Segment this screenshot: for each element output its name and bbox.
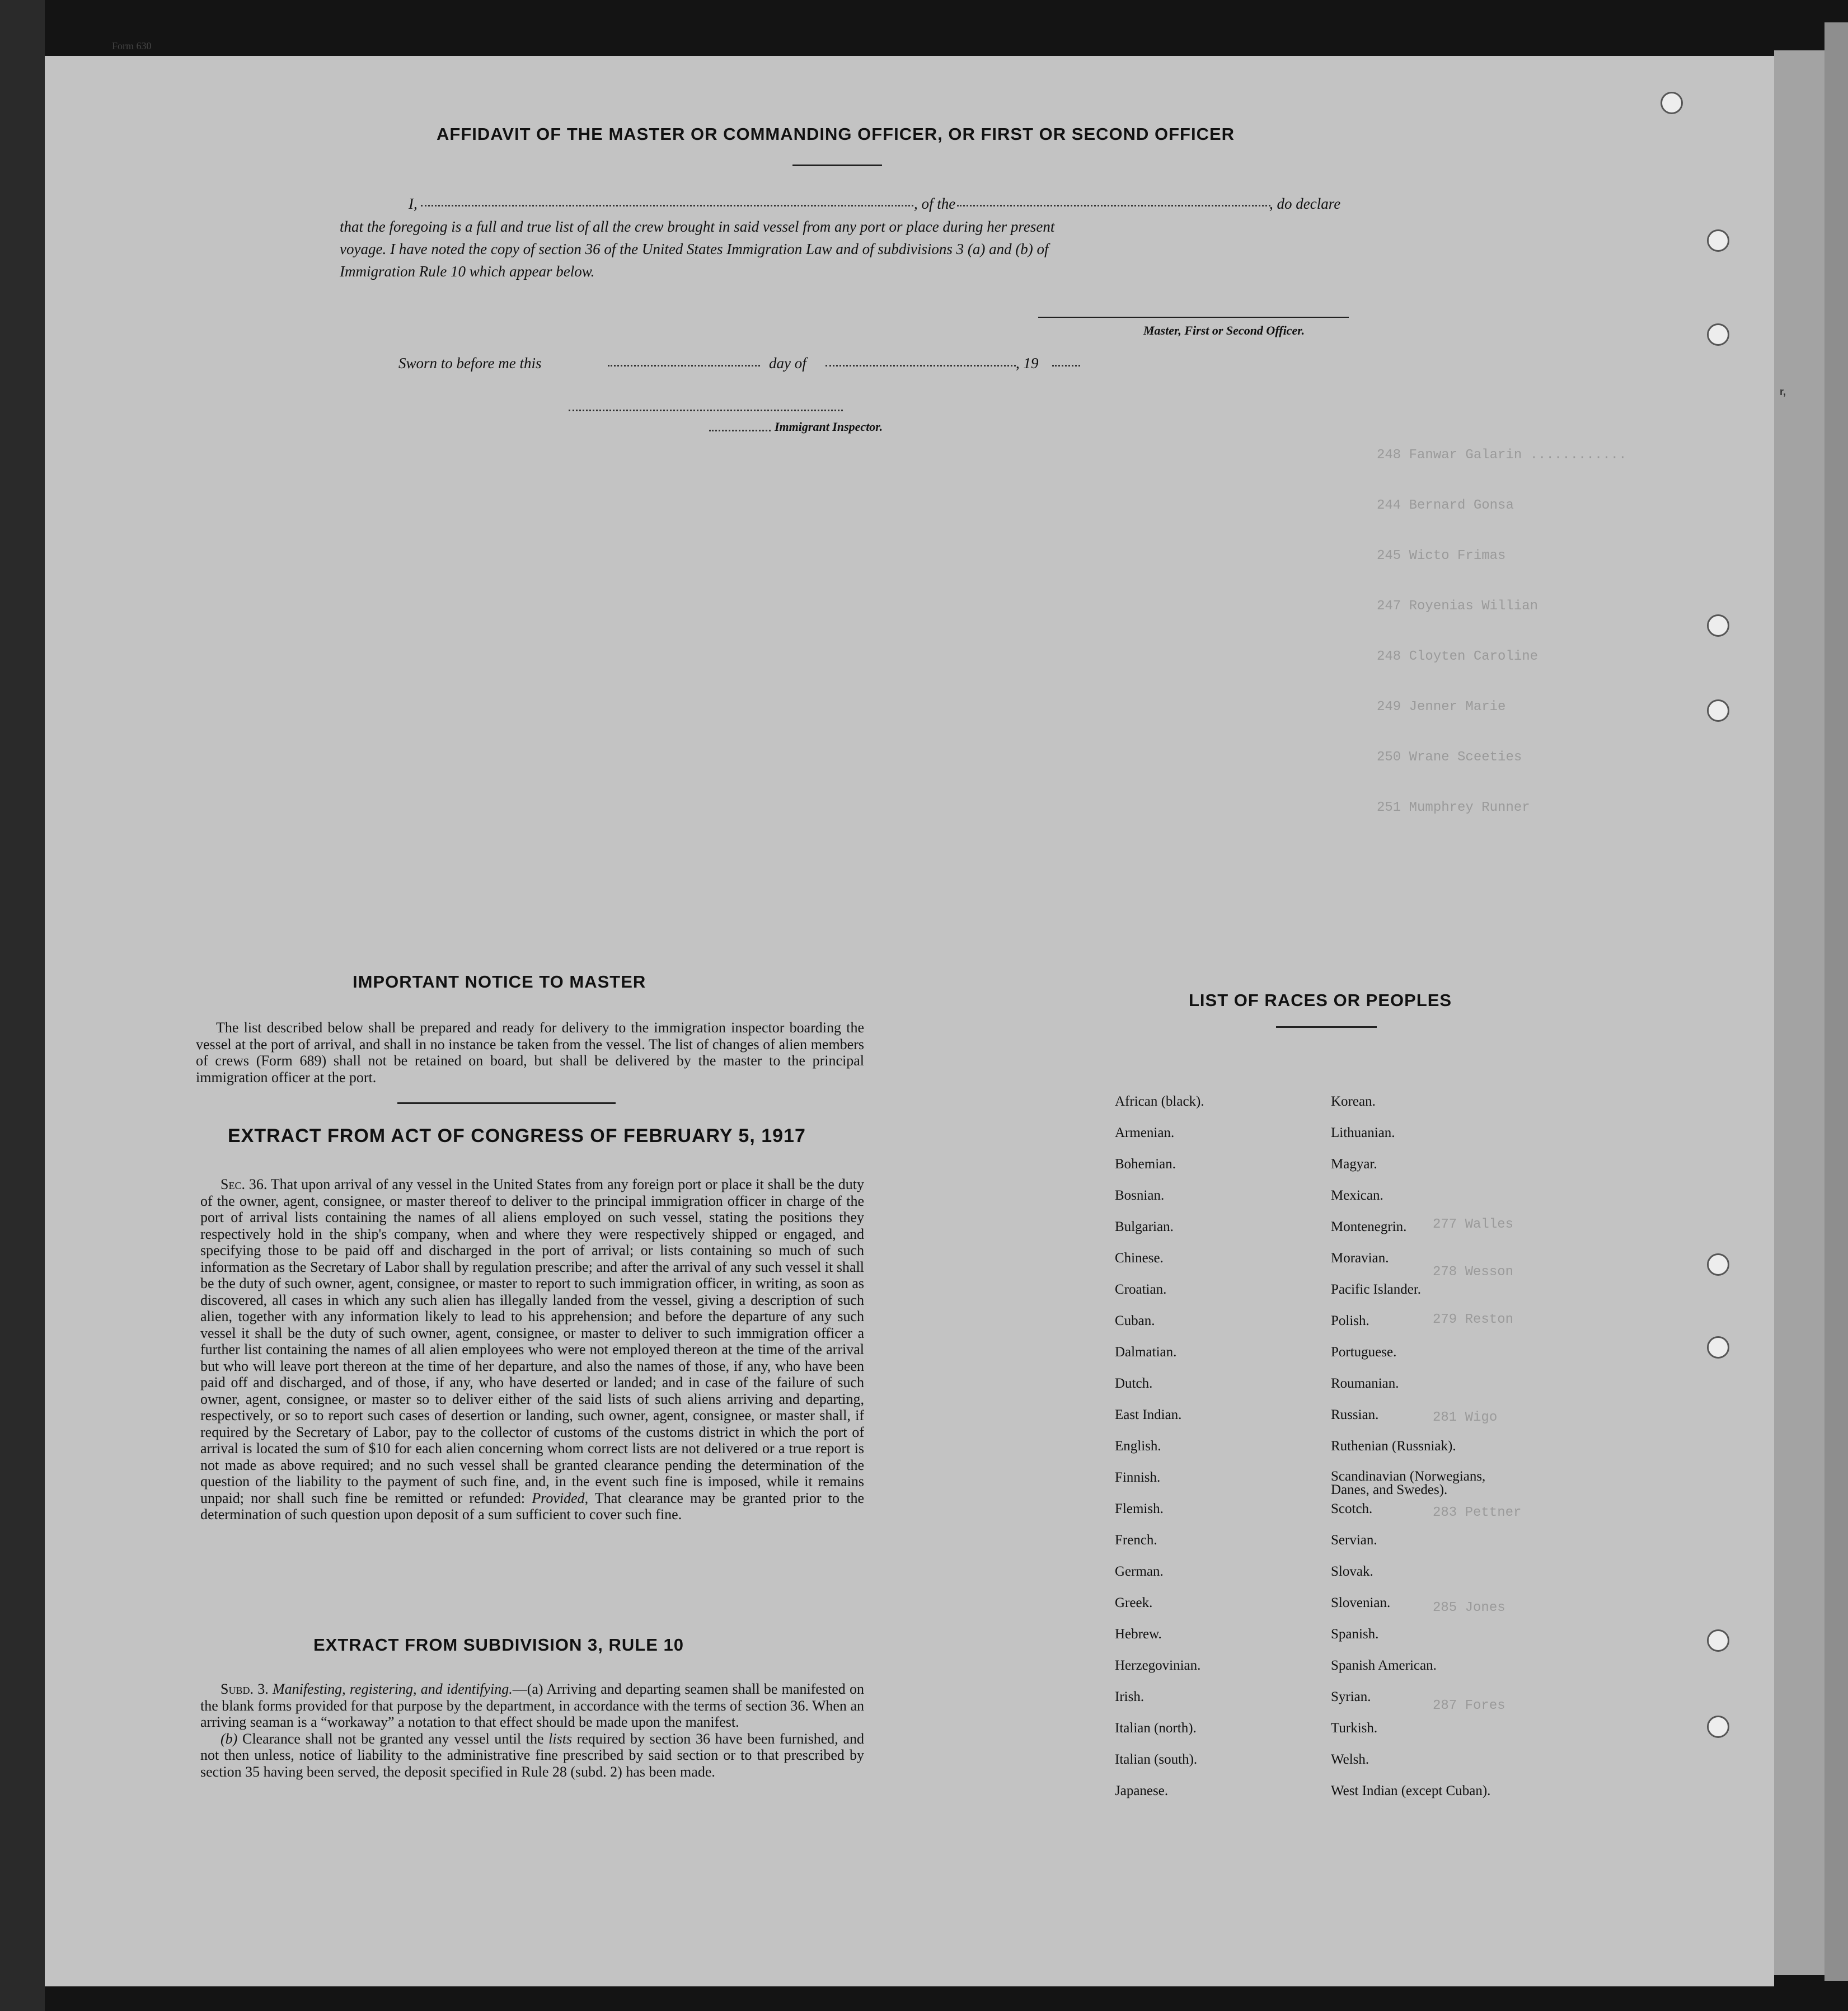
race-entry: Dutch. (1115, 1376, 1153, 1391)
race-entry: French. (1115, 1533, 1157, 1548)
race-entry: Japanese. (1115, 1783, 1169, 1798)
act-title: EXTRACT FROM ACT OF CONGRESS OF FEBRUARY 5, 1917 (228, 1125, 806, 1147)
binder-hole (1707, 323, 1729, 346)
race-entry: Roumanian. (1331, 1376, 1399, 1391)
rule-subd-label: Subd. 3. (221, 1681, 269, 1697)
affidavit-line2: that the foregoing is a full and true list of all the crew brought in said vessel from any port or place during her present (340, 218, 1055, 235)
binder-hole (1707, 699, 1729, 722)
race-entry: Armenian. (1115, 1125, 1175, 1140)
master-signature-label: Master, First or Second Officer. (1143, 323, 1305, 337)
notice-title: IMPORTANT NOTICE TO MASTER (353, 972, 646, 992)
race-entry: Slovenian. (1331, 1595, 1391, 1610)
race-entry: Turkish. (1331, 1721, 1378, 1736)
inspector-signature-line (569, 410, 843, 411)
race-entry: Korean. (1331, 1094, 1376, 1109)
race-entry: Chinese. (1115, 1251, 1164, 1266)
sworn-month-blank (825, 365, 1016, 367)
sworn-day-blank (608, 365, 760, 367)
sworn-day-label: day of (769, 355, 806, 372)
sworn-year-label: , 19 (1016, 355, 1039, 372)
inspector-signature-label: Immigrant Inspector. (775, 420, 883, 434)
binder-hole (1707, 1336, 1729, 1359)
race-entry: East Indian. (1115, 1407, 1182, 1422)
notice-divider (397, 1102, 616, 1104)
race-entry: Cuban. (1115, 1313, 1155, 1328)
race-entry: Moravian. (1331, 1251, 1389, 1266)
rule-title: EXTRACT FROM SUBDIVISION 3, RULE 10 (313, 1635, 684, 1655)
document-page: Form 630 248 Fanwar Galarin ............ 244 Bernard Gonsa 245 Wicto Frimas 247 Royenias Willian 248 Cloyten Caroline 249 Jenner Marie 250 Wrane Sceeties 251 Mumphrey Runner 277 Walles 278 Wesson 279 Reston 281 Wigo 283 Pettner 285 Jones 287 Fores AFFIDAVIT OF THE MASTER OR COMMANDING OFFICER, OR FIRST OR SECOND OFFICER I, , of the , do declare that the foregoing is a full and true list of all the crew brought in said vessel from any port or place during her present voyage. I have noted the copy of section 36 of the United States Immigration Law and of subdivisions 3 (a) and (b) of Immigration Rule 10 which appear below. Master, First or Second Officer. Sworn to before me this day of , 19 Immigrant Inspector. IMPORTANT NOTICE TO MASTER The list described below shall be prepared and ready for delivery to the immigration inspector boarding the vessel at the port of arrival, and shall in no instance be taken from the vessel. The list of changes of alien members of crews (Form 689) shall not be retained on board, but shall be delivered by the master to the principal immigration officer at the port. EXTRACT FROM ACT OF CONGRESS OF FEBRUARY 5, 1917 Sec. 36. That upon arrival of any vessel in the United States from any foreign port or place it shall be the duty of the owner, agent, consignee, or master thereof to deliver to the principal immigration officer in charge of the port of arrival lists containing the names of all aliens employed on such vessel, stating the positions they respectively hold in the ship's company, when and where they were respectively shipped or engaged, and specifying those to be paid off and discharged in the port of arrival; or lists containing so much of such information as the Secretary of Labor shall by regulation prescribe; and after the arrival of any such vessel it shall be the duty of such owner, agent, consignee, or master to report to such immigration officer, in writing, as soon as discovered, all cases in which any such alien has illegally landed from the vessel, giving a description of such alien, together with any information likely to lead to his apprehension; and before the departure of any such vessel it shall be the duty of such owner, agent, consignee, or master to deliver to such immigration officer a further list containing the names of all alien employees who were not employed thereon at the time of the arrival but who will leave port thereon at the time of her departure, and also the names of those, if any, who have been paid off and discharged, and of those, if any, who have deserted or landed; and in case of the failure of such owner, agent, consignee, or master so to deliver either of the said lists of such aliens arriving and departing, respectively, or so to report such cases of desertion or landing, such owner, agent, consignee, or master shall, if required by the Secretary of Labor, pay to the collector of customs of the customs district in which the port of arrival is located the sum of $10 for each alien concerning whom correct lists are not delivered or a true report is not made as above required; and no such vessel shall be granted clearance pending the determination of the question of the liability to the payment of such fine, and, in the event such fine is imposed, while it remains unpaid; nor shall such fine be remitted or refunded: Provided, That clearance may be granted prior to the determination of such question upon deposit of a sum sufficient to cover such fine. EXTRACT FROM SUBDIVISION 3, RULE 10 Subd. 3. Manifesting, registering, and identifying.—(a) Arriving and departing seamen shall be manifested on the blank forms provided for that purpose by the department, in accordance with the terms of section 36. When an arriving seaman is a “workaway” a notation to that effect should be made upon the manifest. (b) Clearance shall not be granted any vessel until the lists required by section 36 have been furnished, and not then unless, notice of liability to the administrative fine prescribed by said section or to that prescribed by section 35 having been served, the deposit specified in Rule 28 (subd. 2) has been made. LIST OF RACES OR PEOPLES African (black). Armenian. Bohemian. Bosnian. Bulgarian. Chinese. Croatian. Cuban. Dalmatian. Dutch. East Indian. English. Finnish. Flemish. French. German. Greek. Hebrew. Herzegovinian. Irish. Italian (north). Italian (south). Japanese. Korean. Lithuanian. Magyar. Mexican. Montenegrin. Moravian. Pacific Islander. Polish. Portuguese. Roumanian. Russian. Ruthenian (Russniak). Scandinavian (Norwegians, Danes, and Swedes). Scotch. Servian. Slovak. Slovenian. Spanish. Spanish American. Syrian. Turkish. Welsh. West Indian (except Cuban). (45, 56, 1774, 1986)
vessel-blank (957, 205, 1270, 206)
race-entry: Bulgarian. (1115, 1219, 1174, 1234)
rule-text (200, 1681, 864, 1780)
races-column-1 (1115, 1094, 1204, 1815)
binder-hole (1707, 1716, 1729, 1738)
binder-hole (1707, 614, 1729, 637)
rule-para-b-2: required by section 36 have been furnished, and not then unless, notice of liability to the administrative fine prescribed by said section or to that prescribed by section 35 having been served, the deposit specified in Rule 28 (subd. 2) has been made. (200, 1730, 864, 1780)
underlying-margin-mark: r, (1780, 386, 1786, 397)
race-entry: Scandinavian (Norwegians, Danes, and Swedes). (1331, 1469, 1486, 1497)
race-entry: Russian. (1331, 1407, 1379, 1422)
name-blank (421, 205, 913, 206)
race-entry: Pacific Islander. (1331, 1282, 1422, 1297)
act-section-label: Sec. 36. (221, 1176, 268, 1192)
act-text (200, 1176, 864, 1523)
races-title: LIST OF RACES OR PEOPLES (1189, 990, 1452, 1010)
race-entry: Spanish. (1331, 1627, 1379, 1642)
affidavit-line1-declare: , do declare (1269, 195, 1341, 212)
race-entry: Greek. (1115, 1595, 1153, 1610)
act-text-a: That upon arrival of any vessel in the United States from any foreign port or place it shall be the duty of the owner, agent, consignee, or master thereof to deliver to the principal immigration officer in charge of the port of arrival lists containing the names of all aliens employed on such vessel, stating the positions they respectively hold in the ship's company, when and where they were respectively shipped or engaged, and specifying those to be paid off and discharged in the port of arrival; or lists containing so much of such information as the Secretary of Labor shall by regulation prescribe; and after the arrival of any such vessel it shall be the duty of such owner, agent, consignee, or master to report to such immigration officer, in writing, as soon as discovered, all cases in which any such alien has illegally landed from the vessel, giving a description of such alien, together with any information likely to lead to his apprehension; and before the departure of any such vessel it shall be the duty of such owner, agent, consignee, or master to deliver to such immigration officer a further list containing the names of all alien employees who were not employed thereon at the time of the arrival but who will leave port thereon at the time of her departure, and also the names of those, if any, who have been paid off and discharged, and of those, if any, who have deserted or landed; and in case of the failure of such owner, agent, consignee, or master so to deliver either of the said lists of such aliens arriving and departing, respectively, or so to report such cases of desertion or landing, such owner, agent, consignee, or master shall, if required by the Secretary of Labor, pay to the collector of customs of the customs district in which the port of arrival is located the sum of $10 for each alien concerning whom correct lists are not delivered or a true report is not made as above required; and no such vessel shall be granted clearance pending the determination of the question of the liability to the payment of such fine, and, in the event such fine is imposed, while it remains unpaid; nor shall such fine be remitted or refunded: (200, 1176, 865, 1506)
race-entry: Dalmatian. (1115, 1345, 1177, 1360)
affidavit-title-underline (792, 165, 882, 166)
rule-subd-heading: Manifesting, registering, and identifying. (272, 1681, 513, 1697)
race-entry: Irish. (1115, 1689, 1145, 1704)
race-entry: Scotch. (1331, 1501, 1373, 1516)
affidavit-line1-of-the: , of the (914, 195, 956, 212)
race-entry: Finnish. (1115, 1470, 1161, 1485)
race-entry: Flemish. (1115, 1501, 1164, 1516)
races-title-underline (1276, 1026, 1377, 1028)
binder-hole (1707, 229, 1729, 252)
race-entry: Bosnian. (1115, 1188, 1165, 1203)
race-entry: Portuguese. (1331, 1345, 1397, 1360)
act-provided: Provided, (532, 1490, 589, 1506)
race-entry: Spanish American. (1331, 1658, 1437, 1673)
race-entry: Ruthenian (Russniak). (1331, 1439, 1456, 1454)
race-entry: Welsh. (1331, 1752, 1369, 1767)
race-entry: Slovak. (1331, 1564, 1373, 1579)
affidavit-line1-i: I, (409, 195, 418, 212)
race-entry: West Indian (except Cuban). (1331, 1783, 1491, 1798)
binder-hole (1707, 1253, 1729, 1276)
race-entry: Magyar. (1331, 1157, 1377, 1172)
race-entry: Italian (south). (1115, 1752, 1198, 1767)
underlying-page (1774, 50, 1824, 1975)
rule-para-b-label: (b) (221, 1730, 238, 1747)
race-entry: Bohemian. (1115, 1157, 1176, 1172)
master-signature-line (1038, 317, 1349, 318)
affidavit-line3: voyage. I have noted the copy of section 36 of the United States Immigration Law and of subdivisions 3 (a) and (b) of (340, 241, 1049, 257)
race-entry: Lithuanian. (1331, 1125, 1395, 1140)
race-entry: African (black). (1115, 1094, 1204, 1109)
sworn-year-blank (1052, 365, 1080, 367)
race-entry: Herzegovinian. (1115, 1658, 1201, 1673)
binder-hole (1661, 92, 1683, 114)
form-stamp: Form 630 (112, 40, 152, 51)
rule-para-b-1: Clearance shall not be granted any vessel until the (242, 1730, 544, 1747)
affidavit-title: AFFIDAVIT OF THE MASTER OR COMMANDING OFFICER, OR FIRST OR SECOND OFFICER (437, 124, 1235, 144)
race-entry: English. (1115, 1439, 1161, 1454)
race-entry: Polish. (1331, 1313, 1369, 1328)
races-column-2 (1331, 1094, 1516, 1815)
race-entry: Montenegrin. (1331, 1219, 1407, 1234)
race-entry: Croatian. (1115, 1282, 1167, 1297)
underlying-page-edge (1824, 22, 1848, 1981)
race-entry: Hebrew. (1115, 1627, 1162, 1642)
rule-para-b (200, 1731, 864, 1780)
race-entry: German. (1115, 1564, 1164, 1579)
race-entry: Servian. (1331, 1533, 1377, 1548)
rule-para-a-text: —(a) Arriving and departing seamen shall be manifested on the blank forms provided for that purpose by the department, in accordance with the terms of section 36. When an arriving seaman is a “workaway” a notation to that effect should be made upon the manifest. (200, 1681, 864, 1730)
act-text-b: That clearance may be granted prior to the determination of such question upon deposit of a sum sufficient to cover such fine. (200, 1490, 865, 1523)
affidavit-line4: Immigration Rule 10 which appear below. (340, 263, 595, 280)
left-edge-shadow (0, 0, 45, 2011)
notice-text: The list described below shall be prepared and ready for delivery to the immigration inspector boarding the vessel at the port of arrival, and shall in no instance be taken from the vessel. The list of changes of alien members of crews (Form 689) shall not be retained on board, but shall be delivered by the master to the principal immigration officer at the port. (196, 1019, 864, 1086)
rule-para-b-lists: lists (548, 1730, 573, 1747)
race-entry: Italian (north). (1115, 1721, 1197, 1736)
inspector-lead-dots (709, 430, 771, 431)
race-entry: Mexican. (1331, 1188, 1383, 1203)
rule-para-a (200, 1681, 864, 1731)
sworn-prefix: Sworn to before me this (398, 355, 542, 372)
binder-hole (1707, 1629, 1729, 1652)
race-entry: Syrian. (1331, 1689, 1371, 1704)
